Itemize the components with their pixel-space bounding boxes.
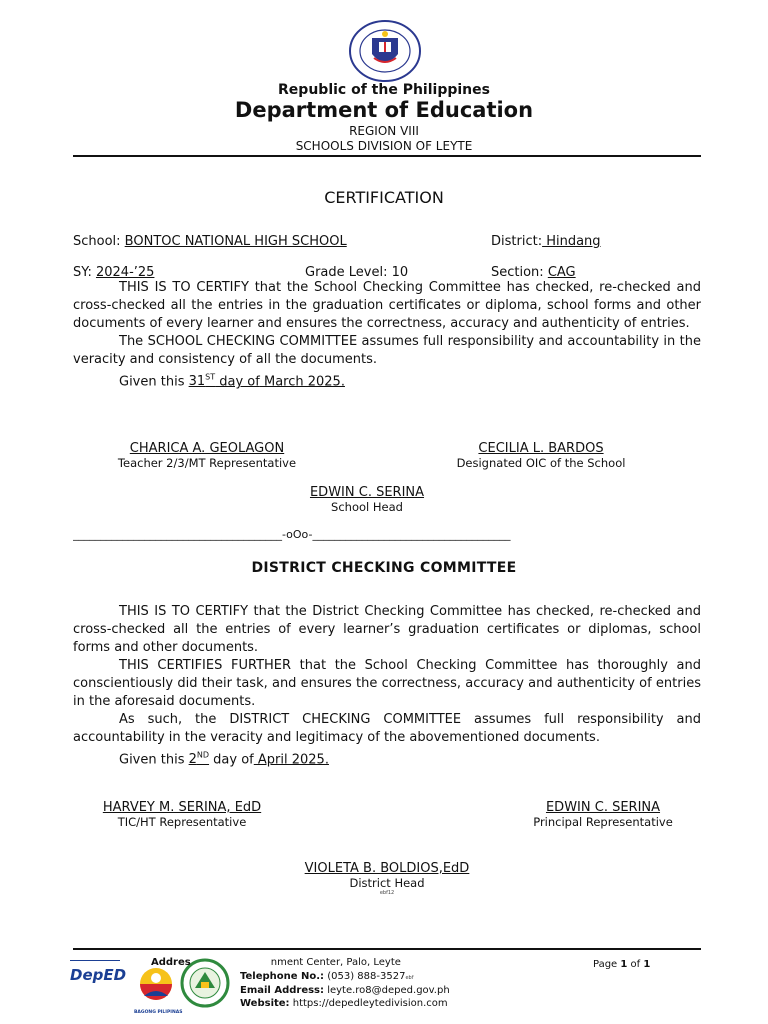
section-value: CAG xyxy=(547,265,576,280)
district-committee-title: DISTRICT CHECKING COMMITTEE xyxy=(251,560,517,576)
district-para-2: THIS CERTIFIES FURTHER that the School Checking Committee has thoroughly and conscientiously did their task, and ensures the correctness, accuracy and authenticity of entries in the aforesaid documents. xyxy=(73,658,701,709)
district-value: Hindang xyxy=(542,234,601,249)
bagong-pilipinas-icon xyxy=(134,966,178,1006)
signatory-role: Teacher 2/3/MT Representative xyxy=(117,456,297,470)
website-link[interactable]: https://depedleytedivision.com xyxy=(289,998,448,1009)
school-para-2: The SCHOOL CHECKING COMMITTEE assumes full responsibility and accountability in the veracity and consistency of all the documents. xyxy=(73,334,701,367)
signatory-role: District Head xyxy=(349,876,425,890)
section-field xyxy=(491,265,576,280)
section-separator: ______________________________________-oOo-____________________________________ xyxy=(73,528,511,541)
district-given-line xyxy=(73,747,701,769)
certification-title: CERTIFICATION xyxy=(324,188,444,207)
signatory-role: TIC/HT Representative xyxy=(117,815,247,829)
header-rule xyxy=(73,155,701,157)
signatory-role: School Head xyxy=(331,500,403,514)
given-month: April 2025. xyxy=(253,752,329,768)
given-month: March 2025. xyxy=(259,374,345,390)
sy-label: SY: xyxy=(73,265,96,280)
given-prefix: Given this xyxy=(119,752,189,768)
district-para-1: THIS IS TO CERTIFY that the District Checking Committee has checked, re-checked and cross-checked all the entries of every learner’s graduation certificates or diplomas, school forms and other documents. xyxy=(73,604,701,655)
school-label: School: xyxy=(73,234,125,249)
signatory-bardos xyxy=(421,441,661,470)
department-heading: Department of Education xyxy=(234,98,534,122)
address-label: Addres xyxy=(151,957,191,968)
school-field xyxy=(73,234,347,249)
section-label: Section: xyxy=(491,265,548,280)
signatory-harvey-serina xyxy=(62,800,302,829)
district-field xyxy=(491,234,601,249)
footer-page-number: Page 1 of 1 xyxy=(593,959,651,970)
bagong-pilipinas-logo xyxy=(134,966,183,1015)
telephone-label: Telephone No.: xyxy=(240,971,325,982)
grade-field: Grade Level: 10 xyxy=(305,265,409,280)
district-label: District: xyxy=(491,234,543,249)
given-day: 2ND xyxy=(188,751,210,768)
website-label: Website: xyxy=(240,998,290,1009)
given-day: 31ST xyxy=(188,373,216,390)
bagong-pilipinas-text: BAGONG PILIPINAS xyxy=(134,1010,183,1015)
signatory-name: CECILIA L. BARDOS xyxy=(478,441,604,456)
signatory-role: Principal Representative xyxy=(533,815,673,829)
given-prefix: Given this xyxy=(119,374,189,390)
footer-website xyxy=(240,998,448,1009)
footer-email xyxy=(240,985,450,996)
district-para-3: As such, the DISTRICT CHECKING COMMITTEE assumes full responsibility and accountability in the veracity and legitimacy of the abovementioned documents. xyxy=(73,712,701,745)
email-value[interactable]: leyte.ro8@deped.gov.ph xyxy=(324,985,450,996)
footer-telephone: Telephone No.: (053) 888-3527ebf xyxy=(240,971,414,982)
sy-field xyxy=(73,265,154,280)
address-value: nment Center, Palo, Leyte xyxy=(270,957,401,968)
signatory-role: Designated OIC of the School xyxy=(456,456,626,470)
email-label: Email Address: xyxy=(240,985,325,996)
division-heading: SCHOOLS DIVISION OF LEYTE xyxy=(295,139,473,153)
deped-seal-icon xyxy=(348,20,422,82)
school-given-line xyxy=(73,369,701,391)
deped-seal xyxy=(348,20,422,82)
district-certification-body xyxy=(73,603,701,769)
signatory-name: CHARICA A. GEOLAGON xyxy=(129,441,285,456)
republic-heading: Republic of the Philippines xyxy=(278,82,490,98)
region-heading: REGION VIII xyxy=(349,124,419,138)
signatory-school-head xyxy=(247,485,487,514)
footer-rule xyxy=(73,948,701,950)
deped-logo xyxy=(70,960,127,994)
signatory-principal-rep xyxy=(483,800,723,829)
signatory-district-head xyxy=(247,861,527,896)
sy-value: 2024-’25 xyxy=(95,265,155,280)
signatory-name: HARVEY M. SERINA, EdD xyxy=(102,800,262,815)
telephone-value: (053) 888-3527 xyxy=(324,971,406,982)
school-value: BONTOC NATIONAL HIGH SCHOOL xyxy=(124,234,347,249)
signatory-geolagon xyxy=(87,441,327,470)
school-para-1: THIS IS TO CERTIFY that the School Checking Committee has checked, re-checked and cross-checked all the entries in the graduation certificates or diploma, school forms and other documents of every learner and ensures the correctness, accuracy and authenticity of entries. xyxy=(73,280,701,331)
signatory-name: VIOLETA B. BOLDIOS,EdD xyxy=(304,861,470,876)
school-certification-body xyxy=(73,279,701,391)
given-mid: day of xyxy=(209,752,254,768)
signatory-name: EDWIN C. SERINA xyxy=(309,485,425,500)
deped-logo-text: DepED xyxy=(70,966,127,984)
signatory-name: EDWIN C. SERINA xyxy=(545,800,661,815)
given-mid: day of xyxy=(215,374,260,390)
signatory-tiny-mark: ebf12 xyxy=(379,890,395,896)
footer-address xyxy=(151,957,401,968)
